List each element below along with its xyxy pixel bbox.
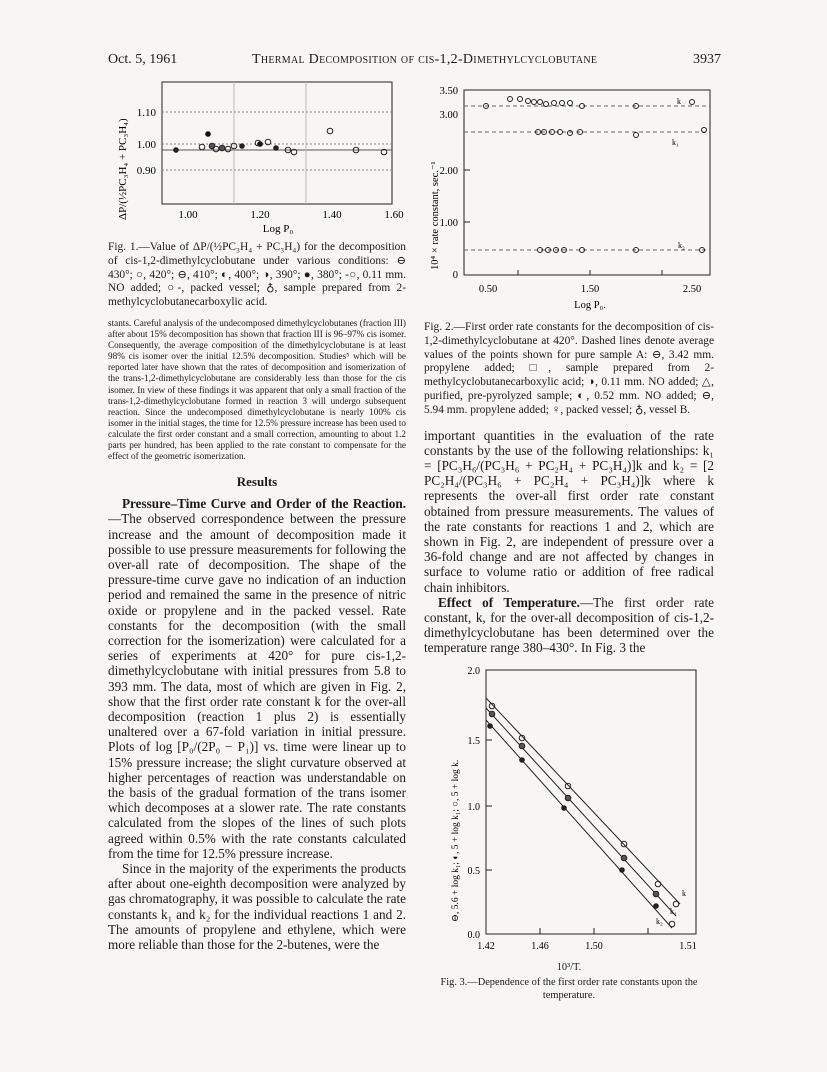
fig1-ytick-2: 1.00 [136,139,156,151]
fig3-xlabel: 10³/T. [556,961,582,973]
header-title: Thermal Decomposition of cis-1,2-Dimethylcyclobutane [252,52,598,67]
fig3-xtick-1: 1.42 [477,940,495,952]
fig3-xtick-3: 1.50 [585,940,603,952]
fig2-xlabel: Log P₀. [574,300,606,311]
fig3-label-k2: k₂ [656,916,663,926]
fig3-label-k: k [682,888,686,898]
fig2-label-k1: k₁ [672,138,679,147]
fig3-ytick-3: 1.0 [467,801,480,813]
fig1-xtick-1: 1.00 [178,209,198,221]
figure-3 [424,662,714,1002]
temperature-heading: Effect of Temperature. [438,594,580,610]
fig2-xtick-1: 0.50 [478,284,498,295]
fig2-ylabel: 10⁴ × rate constant, sec.⁻¹ [430,161,441,270]
fig2-xtick-2: 1.50 [580,284,600,295]
header-page-number: 3937 [693,52,721,67]
fig3-ytick-4: 0.5 [467,865,480,877]
fig2-caption: Fig. 2.—First order rate constants for the decomposition of cis-1,2-dimethylcyclobutane at 420°. Dashed lines denote average values of the points shown for pure sample A: ⊖, 3.42 mm. propylene added; □, sample prepared from 2-methylcyclobutanecarboxylic acid; ◑, 0.11 mm. NO added; △, purified, pre-pyrolyzed sample; ◐, 0.52 mm. NO added; ⊖, 5.94 mm. propylene added; ♀, packed vessel; ♁, vessel B. [424,321,714,416]
fig1-points [173,128,387,155]
analysis-paragraph: stants. Careful analysis of the undecomposed dimethylcyclobutanes (fraction III) after about 15% decomposition has shown that fraction III is 96–97% cis isomer. Consequently, the average composition of the dimethylcyclobutane is at least 98% cis isomer over the initial 12.5% decomposition. Studies⁵ which will be reported later have shown that the rates of decomposition and isomerization of the trans-1,2-dimethylcyclobutane are considerably less than those for the cis isomer. In view of these findings it was apparent that only a small fraction of the trans-1,2-dimethylcyclobutane formed in reaction 3 will undergo subsequent reaction. Since the undecomposed dimethylcyclobutane is nearly 100% cis isomer in the initial stages, the time for 12.5% pressure increase has been used to calculate the first order constant and a small correction, amounting to about 1.2 parts per hundred, has been applied to the rate constant to compensate for the effect of the geometric isomerization. [108,317,406,462]
fig2-ytick-5: 0 [452,270,458,281]
fig3-ytick-1: 2.0 [467,665,480,677]
fig3-xtick-4: 1.51 [679,940,697,952]
results-heading: Results [236,474,278,490]
fig1-frame [162,82,392,204]
fig2-ytick-1: 3.50 [439,86,458,97]
figure-2-plot [424,70,714,316]
fig2-label-k: k [677,97,681,106]
right-column [424,70,714,1002]
fig1-xtick-2: 1.20 [250,209,270,221]
fig3-label-k1: k₁ [670,906,677,916]
figure-2 [424,70,714,418]
figure-1 [108,70,406,310]
fig1-ylabel: ΔP/(½PC₃H₄ + PC₃H₄) [117,118,129,220]
figure-1-plot [108,70,406,236]
fig2-ytick-4: 1.00 [439,218,458,229]
fig2-xtick-3: 2.50 [682,284,702,295]
fig2-label-k2: k₂ [678,241,685,250]
rate-relationship-paragraph: important quantities in the evaluation of the rate constants by the use of the following relationships: k₁ = [PC₃H₆/(PC₃H₆ + PC₂H₄ + PC₃H₄)]k and k₂ = [2 PC₂H₄/(PC₃H₆ + PC₂H₄ + PC₃H₄)]k where k represents the over-all first order rate constant obtained from pressure measurements. The values of the rate constants for reactions 1 and 2, which are shown in Fig. 2, are independent of pressure over a 36-fold change and are not affected by changes in surface to volume ratio or addition of free radical chain inhibitors. [424,427,714,595]
fig1-ytick-1: 1.10 [136,107,156,119]
fig2-ytick-3: 2.00 [439,166,458,177]
figure-3-plot [424,662,714,960]
pressure-time-heading: Pressure–Time Curve and Order of the Reaction. [122,496,406,512]
fig3-ytick-2: 1.5 [467,735,480,747]
gas-chromatography-paragraph: Since in the majority of the experiments the products after about one-eighth decomposition were analyzed by gas chromatography, it was possible to calculate the rate constants k₁ and k₂ for the individual reactions 1 and 2. The amounts of propylene and ethylene, which were more reliable than those for the 2-butenes, were the [108,861,406,953]
fig3-frame [486,670,696,934]
left-column [108,70,406,952]
fig3-points [487,703,679,927]
fig3-ylabel: ⊖, 5.6 + log k₁; ◐, 5 + log k₁; ○, 5 + log k. [451,759,461,922]
fig1-xtick-3: 1.40 [322,209,342,221]
fig1-ytick-3: 0.90 [136,165,156,177]
pressure-time-text: —The observed correspondence between the pressure increase and the amount of decomposition made it possible to use pressure measurements for following the over-all rate of decomposition. The shape of the pressure-time curve gave no indication of an induction period and remained the same in the presence of nitric oxide or propylene and in the packed vessel. Rate constants for the decomposition (with the small correction for the isomerization) were calculated for a series of experiments at 420° for pure cis-1,2-dimethylcyclobutane with initial pressures from 5.8 to 393 mm. The data, most of which are given in Fig. 2, show that the first order rate constant k for the over-all decomposition (reaction 1 plus 2) is essentially unaltered over a 67-fold variation in initial pressure. Plots of log [P₀/(2P₀ − P₁)] vs. time were linear up to 15% pressure increase; the slight curvature observed at higher percentages of reaction was understandable on the basis of the gradual formation of the trans isomer which decomposes at a slower rate. The rate constants calculated from the slopes of the lines of such plots agreed within 0.5% with the rate constants calculated from the time for 12.5% pressure increase. [108,511,406,861]
fig2-points [484,97,707,253]
fig3-xtick-2: 1.46 [531,940,549,952]
fig2-frame [464,90,710,275]
fig1-xlabel: Log P₀ [262,223,294,235]
fig3-ytick-5: 0.0 [467,929,480,941]
temperature-text: —The first order rate constant, k, for the over-all decomposition of cis-1,2-dimethylcyclobutane has been determined over the temperature range 380–430°. In Fig. 3 the [424,594,714,656]
pressure-time-paragraph [108,496,406,861]
fig3-caption: Fig. 3.—Dependence of the first order rate constants upon the temperature. [440,976,698,1001]
fig1-caption: Fig. 1.—Value of ΔP/(½PC₃H₄ + PC₃H₄) for the decomposition of cis-1,2-dimethylcyclobutane under various conditions: ⊖ 430°; ○, 420°; ⊖, 410°; ◐, 400°; ◑, 390°; ●, 380°; -○, 0.11 mm. NO added; ○-, packed vessel; ♁, sample prepared from 2-methylcyclobutanecarboxylic acid. [108,241,406,309]
fig1-xtick-4: 1.60 [384,209,404,221]
header-date: Oct. 5, 1961 [108,52,178,67]
temperature-paragraph [424,595,714,656]
fig2-ytick-2: 3.00 [439,110,458,121]
